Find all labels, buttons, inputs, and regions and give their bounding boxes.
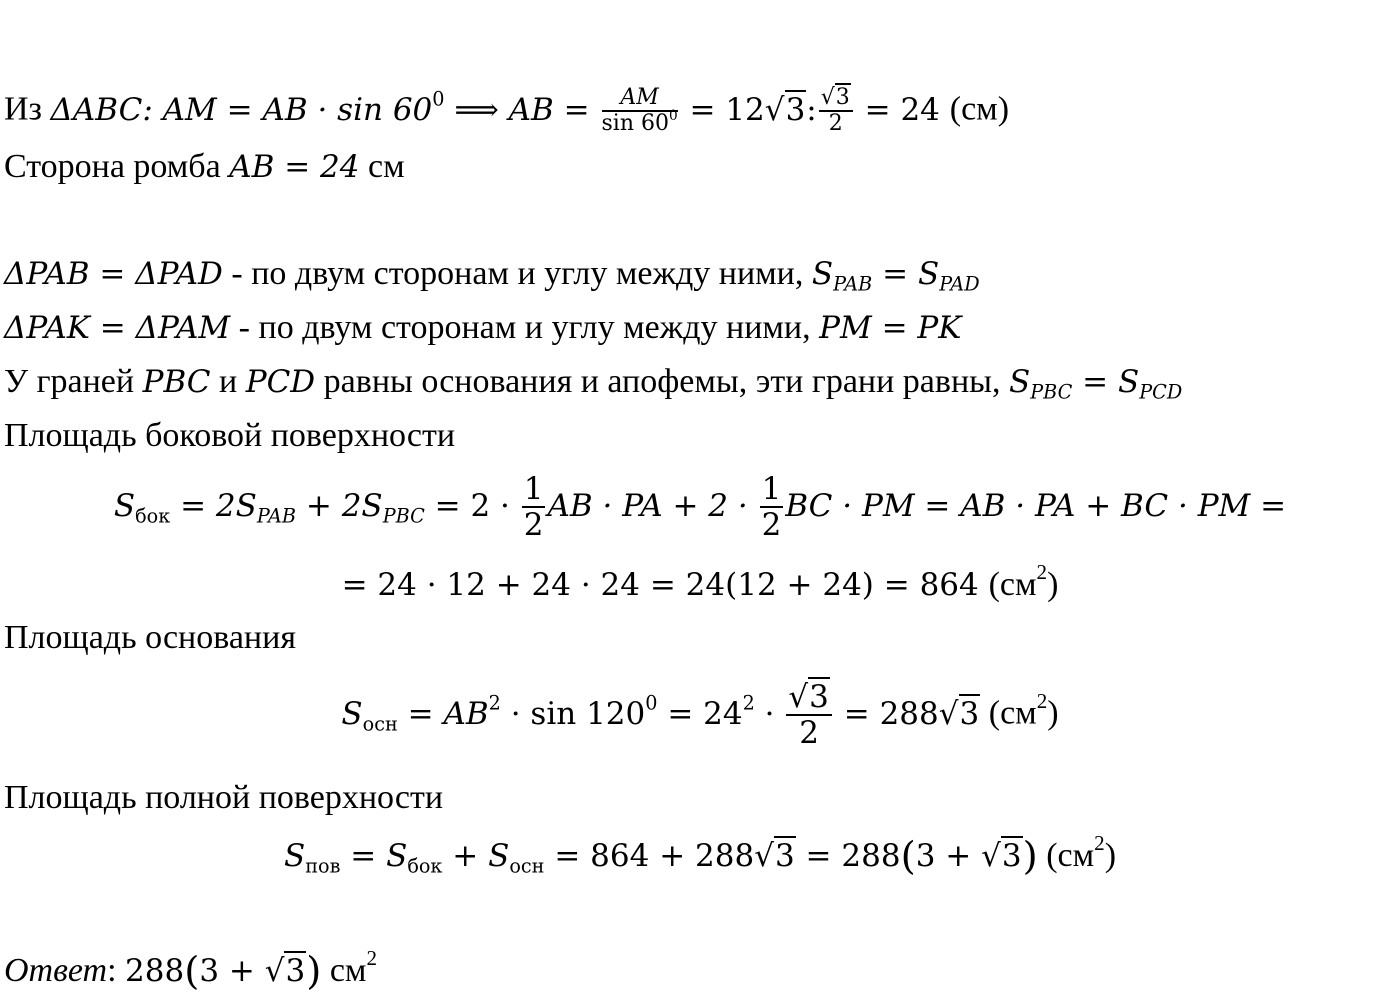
unit: см <box>359 148 405 185</box>
formula-base-area: $S_{осн} = AB^2 \cdot \sin 120^0 = 24^2$ · $\frac{√3}{2}$ = 288√3 $(см^2)$ <box>341 679 1059 752</box>
section-heading: Площадь полной поверхности <box>4 779 444 816</box>
formula-lateral-value: = 24 · 12 + 24 · 24 = 24(12 + 24) = 864 $(см^2)$ <box>341 560 1059 603</box>
sqrt: √3 <box>764 91 806 128</box>
unit: (см) <box>949 90 1010 128</box>
text: и <box>210 363 246 400</box>
math-ab-am: ΔABC: AM = AB · $\sin 60^0$ ⟹ AB = $\frac{AM}{\sin 60^0}$ = 12√3: $\frac{√3}{2}$ = 24 <box>50 85 950 137</box>
fraction-half: $\frac{1}{2}$ <box>523 471 544 544</box>
line-6 <box>4 419 455 453</box>
text: - по двум сторонам и углу между ними, <box>230 309 820 346</box>
line-3 <box>4 255 980 296</box>
math: ΔPAB = ΔPAD <box>4 256 223 292</box>
line-9 <box>4 621 296 655</box>
math-area-equality: $S_{PBC} = S_{PCD}$ <box>1008 364 1183 404</box>
fraction-half: $\frac{1}{2}$ <box>761 471 782 544</box>
line-4 <box>4 311 961 345</box>
section-heading: Площадь боковой поверхности <box>4 417 456 454</box>
math-area-equality: $S_{PAB} = S_{PAD}$ <box>811 256 980 296</box>
fraction-sqrt3-2: $\frac{√3}{2}$ <box>786 680 832 750</box>
formula-total-area: $S_{пов} = S_{бок} + S_{осн} = 864 + 288√3 = 288(3 + √3)$ $(см^2)$ <box>283 831 1117 879</box>
text: - по двум сторонам и углу между ними, <box>222 255 812 292</box>
section-heading: Площадь основания <box>4 619 296 656</box>
text: равны основания и апофемы, эти грани равны, <box>315 363 1009 400</box>
unit: см <box>321 951 367 989</box>
text: Сторона ромба <box>4 148 230 185</box>
math: PM = PK <box>819 310 962 346</box>
line-11 <box>4 781 443 815</box>
fraction-sqrt3-2: $\frac{√3}{2}$ <box>819 86 853 136</box>
math: PCD <box>245 364 316 400</box>
answer-value: 288(3 + √3) <box>125 949 322 994</box>
fraction-am-sin60: $\frac{AM}{\sin 60^0}$ <box>601 85 678 137</box>
line-1 <box>4 86 1009 136</box>
answer-line: Ответ: 288(3 + √3) $см^2$ <box>4 946 377 994</box>
text: У граней <box>4 363 143 400</box>
text: Из <box>4 90 51 128</box>
math: ΔPAK = ΔPAM <box>4 310 231 346</box>
formula-lateral-area: $S_{бок} = 2S_{PAB} + 2S_{PBC} = 2$ · $\frac{1}{2}$ AB · PA + 2 · $\frac{1}{2}$ BC · PM = AB · PA + BC · PM = <box>113 471 1287 544</box>
math: PBC <box>142 364 211 400</box>
math: AB = 24 <box>229 149 360 185</box>
line-5 <box>4 363 1183 404</box>
answer-label: Ответ <box>4 951 108 989</box>
line-2 <box>4 150 405 184</box>
